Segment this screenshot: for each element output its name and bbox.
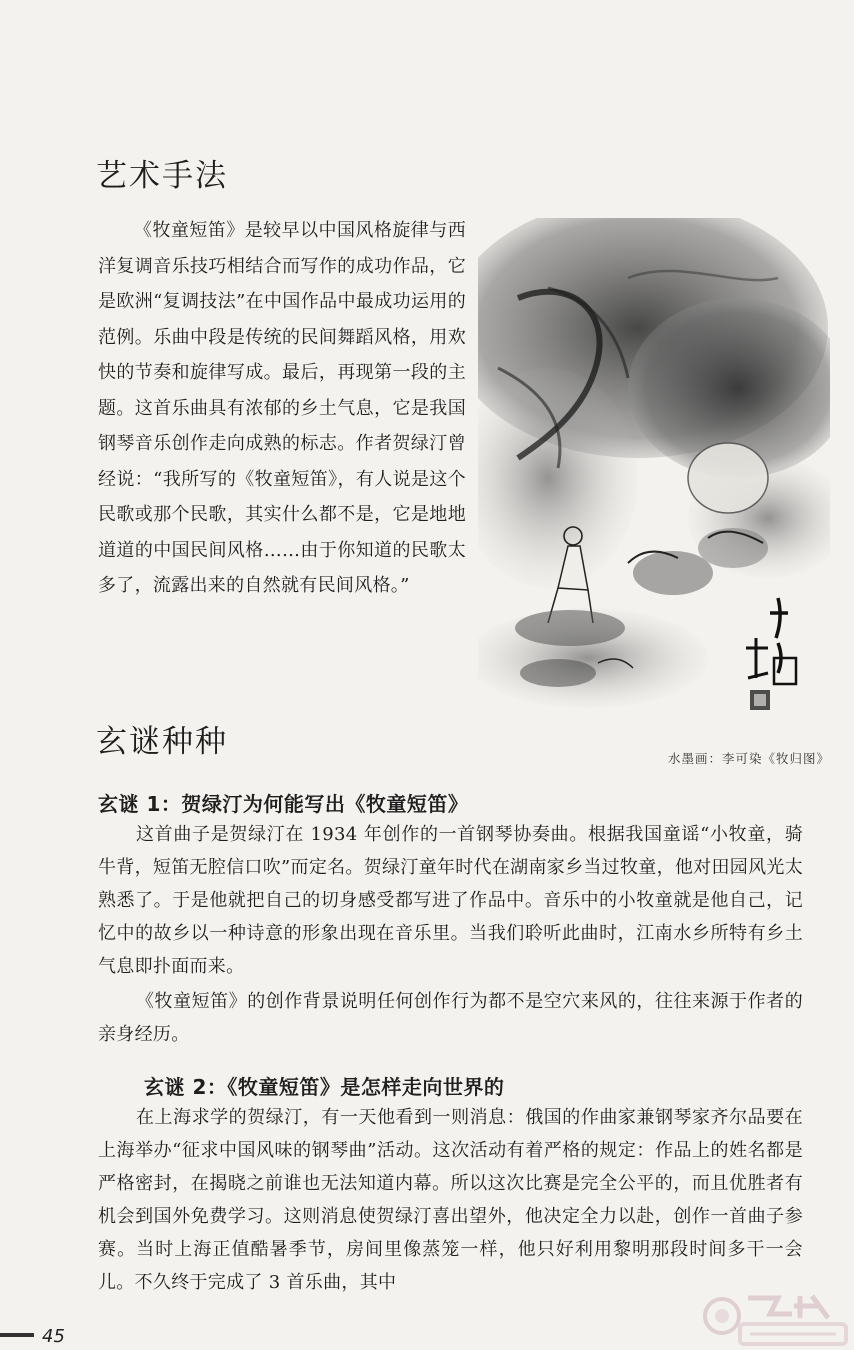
- site-watermark-logo: [700, 1290, 850, 1348]
- footer-bar: [0, 1333, 34, 1337]
- mystery-1-paragraph-1: 这首曲子是贺绿汀在 1934 年创作的一首钢琴协奏曲。根据我国童谣“小牧童，骑牛背，短笛无腔信口吹”而定名。贺绿汀童年时代在湖南家乡当过牧童，他对田园风光太熟悉了。于是他就把自己的切身感受都写进了作品中。音乐中的小牧童就是他自己，记忆中的故乡以一种诗意的形象出现在音乐里。当我们聆听此曲时，江南水乡所特有乡土气息即扑面而来。: [98, 824, 803, 977]
- mystery-1-paragraph-2: 《牧童短笛》的创作背景说明任何创作行为都不是空穴来风的，往往来源于作者的亲身经历。: [98, 991, 803, 1045]
- mystery-1-title: 玄谜 1：贺绿汀为何能写出《牧童短笛》: [98, 792, 469, 816]
- painting-caption: 水墨画：李可染《牧归图》: [667, 751, 830, 766]
- art-technique-paragraph: 《牧童短笛》是较早以中国风格旋律与西洋复调音乐技巧相结合而写作的成功作品，它是欧洲“复调技法”在中国作品中最成功运用的范例。乐曲中段是传统的民间舞蹈风格，用欢快的节奏和旋律写成。最后，再现第一段的主题。这首乐曲具有浓郁的乡土气息，它是我国钢琴音乐创作走向成熟的标志。作者贺绿汀曾经说：“我所写的《牧童短笛》，有人说是这个民歌或那个民歌，其实什么都不是，它是地地道道的中国民间风格……由于你知道的民歌太多了，流露出来的自然就有民间风格。”: [98, 220, 466, 596]
- mystery-2-paragraph: 在上海求学的贺绿汀，有一天他看到一则消息：俄国的作曲家兼钢琴家齐尔品要在上海举办“征求中国风味的钢琴曲”活动。这次活动有着严格的规定：作品上的姓名都是严格密封，在揭晓之前谁也无法知道内幕。所以这次比赛是完全公平的，而且优胜者有机会到国外免费学习。这则消息使贺绿汀喜出望外，他决定全力以赴，创作一首曲子参赛。当时上海正值酷暑季节，房间里像蒸笼一样，他只好利用黎明那段时间多干一会儿。不久终于完成了 3 首乐曲，其中: [98, 1107, 803, 1293]
- section-title-art-technique: 艺术手法: [96, 158, 228, 194]
- ink-painting-herding-illustration: [478, 218, 830, 713]
- page-number: 45: [42, 1326, 65, 1347]
- mystery-2-title: 玄谜 2：《牧童短笛》是怎样走向世界的: [144, 1075, 505, 1099]
- section-title-mysteries: 玄谜种种: [96, 724, 228, 760]
